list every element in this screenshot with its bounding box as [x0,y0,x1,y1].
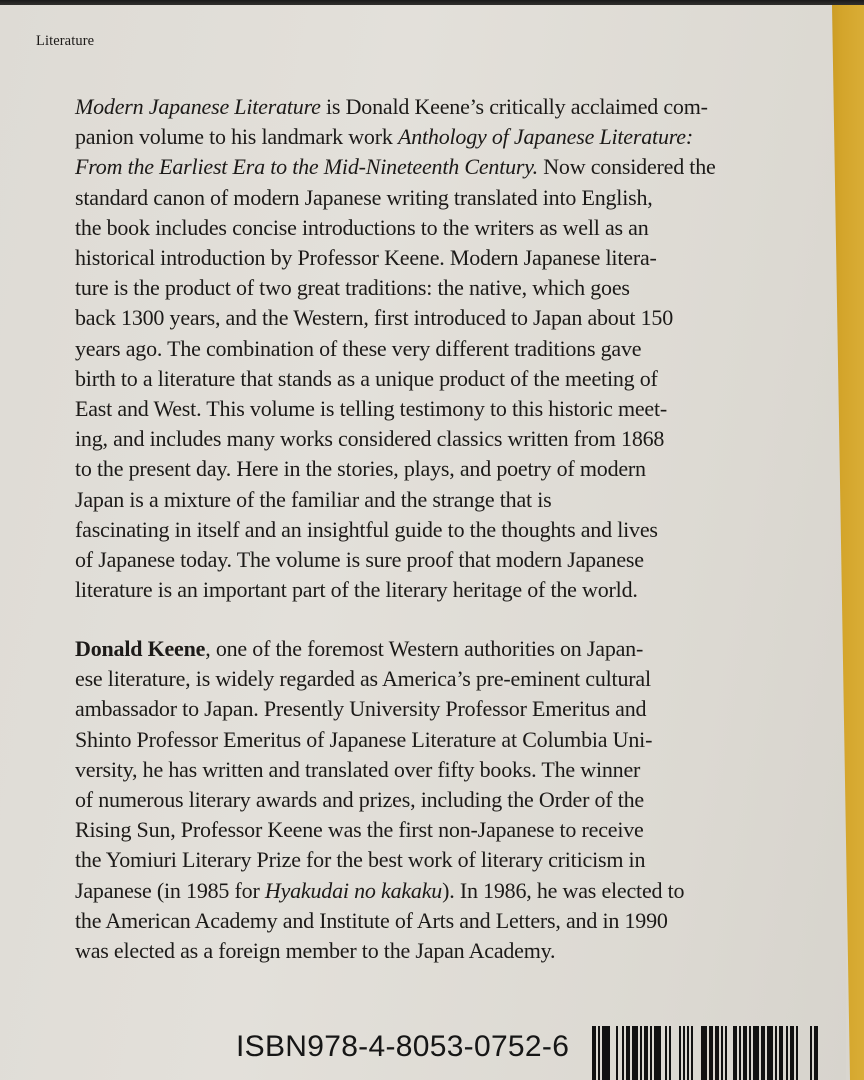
text-segment: ing, and includes many works considered classics written from 1868 [75,426,665,452]
text-line [75,183,775,213]
barcode [592,1026,818,1080]
text-line [75,575,775,605]
text-segment: back 1300 years, and the Western, first introduced to Japan about 150 [75,305,674,331]
text-segment: birth to a literature that stands as a unique product of the meeting of [75,365,658,391]
text-line [75,845,775,875]
author-bio-paragraph [75,634,775,966]
text-line [75,545,775,575]
text-line [75,243,775,273]
text-line [75,122,775,152]
italic-title: From the Earliest Era to the Mid-Nineteenth Century. [75,154,538,180]
text-segment: years ago. The combination of these very different traditions gave [75,335,642,361]
text-segment: ture is the product of two great traditions: the native, which goes [75,275,630,301]
text-line [75,515,775,545]
text-line [75,364,775,394]
text-line [75,92,775,122]
text-segment: the American Academy and Institute of Arts and Letters, and in 1990 [75,907,668,933]
italic-title: Hyakudai no kakaku [264,877,443,903]
text-segment: fascinating in itself and an insightful guide to the thoughts and lives [75,516,658,542]
text-segment: Japanese (in 1985 for [75,877,265,903]
italic-title: Modern Japanese Literature [75,94,321,119]
text-segment: literature is an important part of the literary heritage of the world. [75,577,638,603]
barcode-gap [798,1026,810,1080]
text-segment: , one of the foremost Western authorities on Japan- [205,636,644,661]
italic-title: Anthology of Japanese Literature: [397,124,693,150]
text-segment: East and West. This volume is telling testimony to this historic meet- [75,396,668,422]
text-segment: standard canon of modern Japanese writing translated into English, [75,184,653,210]
category-label: Literature [36,33,95,49]
text-line [75,906,775,936]
text-segment: Japan is a mixture of the familiar and the strange that is [75,486,552,512]
text-line [75,424,775,454]
text-line [75,936,775,966]
text-segment: Now considered the [537,154,716,180]
text-line [75,273,775,303]
barcode-bar [814,1026,818,1080]
text-line [75,725,775,755]
text-line [75,454,775,484]
text-segment: Rising Sun, Professor Keene was the first non-Japanese to receive [75,817,644,843]
text-line [75,664,775,694]
text-line [75,815,775,845]
text-line [75,485,775,515]
text-segment: ese literature, is widely regarded as America’s pre-eminent cultural [75,666,651,692]
text-line [75,213,775,243]
text-line [75,152,775,182]
text-line [75,755,775,785]
text-line [75,394,775,424]
text-segment: of Japanese today. The volume is sure proof that modern Japanese [75,547,644,573]
isbn-number: ISBN978-4-8053-0752-6 [236,1030,570,1063]
text-line [75,303,775,333]
text-line [75,334,775,364]
description-paragraph [75,92,775,605]
text-segment: versity, he has written and translated over fifty books. The winner [75,756,641,782]
text-segment: ). In 1986, he was elected to [442,877,685,903]
bold-name: Donald Keene [75,636,206,661]
text-segment: to the present day. Here in the stories, plays, and poetry of modern [75,456,646,482]
text-segment: Shinto Professor Emeritus of Japanese Literature at Columbia Uni- [75,726,653,752]
text-segment: panion volume to his landmark work [75,124,398,150]
text-segment: historical introduction by Professor Keene. Modern Japanese litera- [75,245,657,271]
text-line [75,876,775,906]
text-segment: of numerous literary awards and prizes, including the Order of the [75,787,644,813]
text-segment: was elected as a foreign member to the Japan Academy. [75,938,556,964]
barcode-gap [671,1026,679,1080]
text-line [75,634,775,664]
text-line [75,694,775,724]
text-segment: the book includes concise introductions to the writers as well as an [75,214,649,240]
text-segment: is Donald Keene’s critically acclaimed com- [320,94,708,119]
text-line [75,785,775,815]
barcode-gap [693,1026,701,1080]
barcode-bar [602,1026,610,1080]
text-segment: ambassador to Japan. Presently University Professor Emeritus and [75,696,647,722]
text-segment: the Yomiuri Literary Prize for the best work of literary criticism in [75,847,646,873]
